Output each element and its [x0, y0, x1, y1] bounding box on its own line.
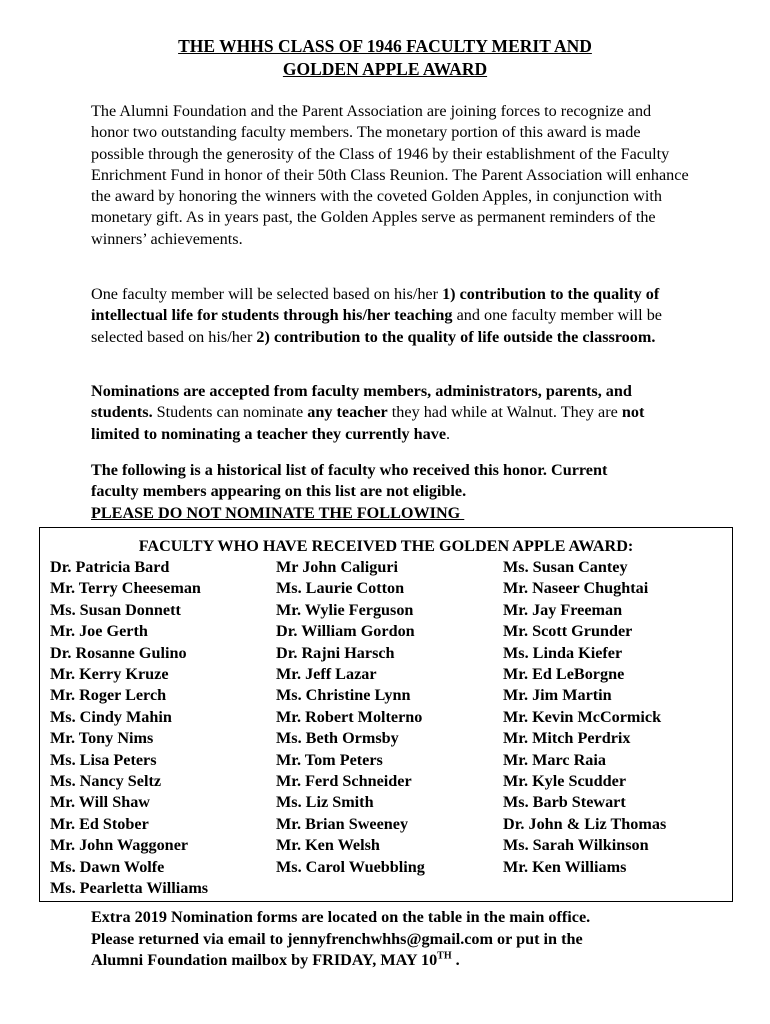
recipient-name: Dr. William Gordon: [276, 622, 415, 641]
recipient-name: Mr John Caliguri: [276, 558, 399, 576]
recipient-name: Mr. Scott Grunder: [503, 622, 633, 641]
recipient-name: Mr. Will Shaw: [50, 793, 151, 812]
recipient-name: Mr. Jim Martin: [503, 686, 612, 705]
recipient-name: Mr. Kyle Scudder: [503, 772, 627, 791]
recipient-name: Mr. Wylie Ferguson: [276, 600, 414, 619]
recipient-name: Ms. Cindy Mahin: [50, 707, 172, 726]
criteria-text-2: and one faculty member will be selected based on his/her: [91, 306, 662, 346]
footer-line-3: [91, 950, 711, 972]
recipient-name: Ms. Christine Lynn: [276, 686, 411, 705]
recipient-name: Ms. Barb Stewart: [503, 793, 626, 812]
recipient-name: Mr. Ken Welsh: [276, 836, 380, 855]
recipient-name: Ms. Dawn Wolfe: [50, 857, 165, 876]
recipient-name: Mr. Brian Sweeney: [276, 814, 409, 833]
recipient-name: Ms. Linda Kiefer: [503, 643, 623, 662]
recipient-name: Ms. Susan Cantey: [503, 558, 628, 576]
recipient-name: Dr. John & Liz Thomas: [503, 814, 667, 833]
criteria-paragraph: [91, 284, 691, 348]
nominations-text-3: .: [446, 424, 451, 443]
footer-line-1: Extra 2019 Nomination forms are located on the table in the main office.: [91, 908, 591, 926]
historical-line-1: The following is a historical list of faculty who received this honor. Current: [91, 461, 608, 479]
recipient-name: Dr. Rosanne Gulino: [50, 643, 187, 662]
recipient-name: Ms. Lisa Peters: [50, 750, 157, 769]
recipient-name: Ms. Pearletta Williams: [50, 879, 209, 898]
recipients-column-3: [503, 557, 666, 878]
recipient-name: Ms. Liz Smith: [276, 793, 374, 812]
recipient-name: Mr. Tom Peters: [276, 750, 383, 769]
recipient-name: Mr. Ferd Schneider: [276, 772, 412, 791]
do-not-nominate-notice: PLEASE DO NOT NOMINATE THE FOLLOWING: [91, 503, 465, 522]
recipient-name: Mr. Kerry Kruze: [50, 665, 169, 684]
recipient-name: Mr. Terry Cheeseman: [50, 579, 201, 598]
page-title-line-2: GOLDEN APPLE AWARD: [282, 59, 488, 79]
recipient-name: Mr. John Waggoner: [50, 836, 189, 855]
footer-deadline: Alumni Foundation mailbox by FRIDAY, MAY 10: [91, 951, 438, 970]
recipient-name: Mr. Roger Lerch: [50, 686, 167, 705]
recipient-name: Mr. Robert Molterno: [276, 707, 423, 726]
recipient-name: Mr. Marc Raia: [503, 750, 606, 769]
recipients-column-1: [50, 557, 208, 900]
recipient-name: Mr. Tony Nims: [50, 729, 154, 748]
recipient-name: Mr. Jay Freeman: [503, 600, 623, 619]
recipient-name: Ms. Beth Ormsby: [276, 729, 399, 748]
criteria-bold-1: 1) contribution to the quality of intellectual life for students through his/her teaching: [91, 285, 660, 325]
intro-paragraph: [91, 101, 691, 250]
recipient-name: Ms. Carol Wuebbling: [276, 857, 425, 876]
recipient-name: Mr. Ed Stober: [50, 814, 149, 833]
recipient-name: Mr. Joe Gerth: [50, 622, 148, 641]
recipient-name: Ms. Laurie Cotton: [276, 579, 405, 598]
nominations-bold-1: Nominations are accepted from faculty members, administrators, parents, and students.: [91, 382, 632, 422]
recipient-name: Ms. Sarah Wilkinson: [503, 836, 649, 855]
recipient-name: Mr. Ed LeBorgne: [503, 665, 625, 684]
footer-deadline-suffix: TH: [437, 950, 452, 962]
recipient-name: Mr. Jeff Lazar: [276, 665, 377, 684]
nominations-bold-3: not limited to nominating a teacher they currently have: [91, 403, 645, 443]
nominations-paragraph: [91, 381, 691, 445]
nominations-text-1: Students can nominate: [152, 403, 308, 422]
recipient-name: Mr. Ken Williams: [503, 857, 627, 876]
intro-text: The Alumni Foundation and the Parent Association are joining forces to recognize and honor two outstanding faculty members. The monetary portion of this award is made possible through the generosity of the Class of 1946 by their establishment of the Faculty Enrichment Fund in honor of their 50th Class Reunion. The Parent Association will enhance the award by honoring the winners with the coveted Golden Apples, in conjunction with monetary gift. As in years past, the Golden Apples serve as permanent reminders of the winners’ achievements.: [91, 102, 689, 248]
criteria-text-1: One faculty member will be selected based on his/her: [91, 285, 443, 303]
recipients-box: [39, 527, 733, 902]
recipient-name: Dr. Patricia Bard: [50, 558, 170, 576]
footer-notice: [91, 907, 711, 972]
recipient-name: Mr. Naseer Chughtai: [503, 579, 649, 598]
recipient-name: Ms. Susan Donnett: [50, 600, 181, 619]
historical-paragraph: [91, 460, 691, 524]
footer-line-2: Please returned via email to jennyfrenchwhhs@gmail.com or put in the: [91, 929, 583, 948]
recipient-name: Mr. Kevin McCormick: [503, 707, 662, 726]
recipient-name: Ms. Nancy Seltz: [50, 772, 162, 791]
recipients-heading: FACULTY WHO HAVE RECEIVED THE GOLDEN APPLE AWARD:: [138, 537, 634, 555]
page-title-line-1: THE WHHS CLASS OF 1946 FACULTY MERIT AND: [178, 36, 592, 56]
recipient-name: Dr. Rajni Harsch: [276, 643, 395, 662]
footer-line-3-end: .: [451, 951, 460, 970]
nominations-text-2: they had while at Walnut. They are: [387, 403, 622, 422]
historical-line-2: faculty members appearing on this list are not eligible.: [91, 482, 467, 501]
recipient-name: Mr. Mitch Perdrix: [503, 729, 631, 748]
nominations-bold-2: any teacher: [307, 403, 388, 422]
criteria-bold-2: 2) contribution to the quality of life outside the classroom.: [256, 327, 656, 346]
recipients-column-2: [276, 557, 425, 878]
